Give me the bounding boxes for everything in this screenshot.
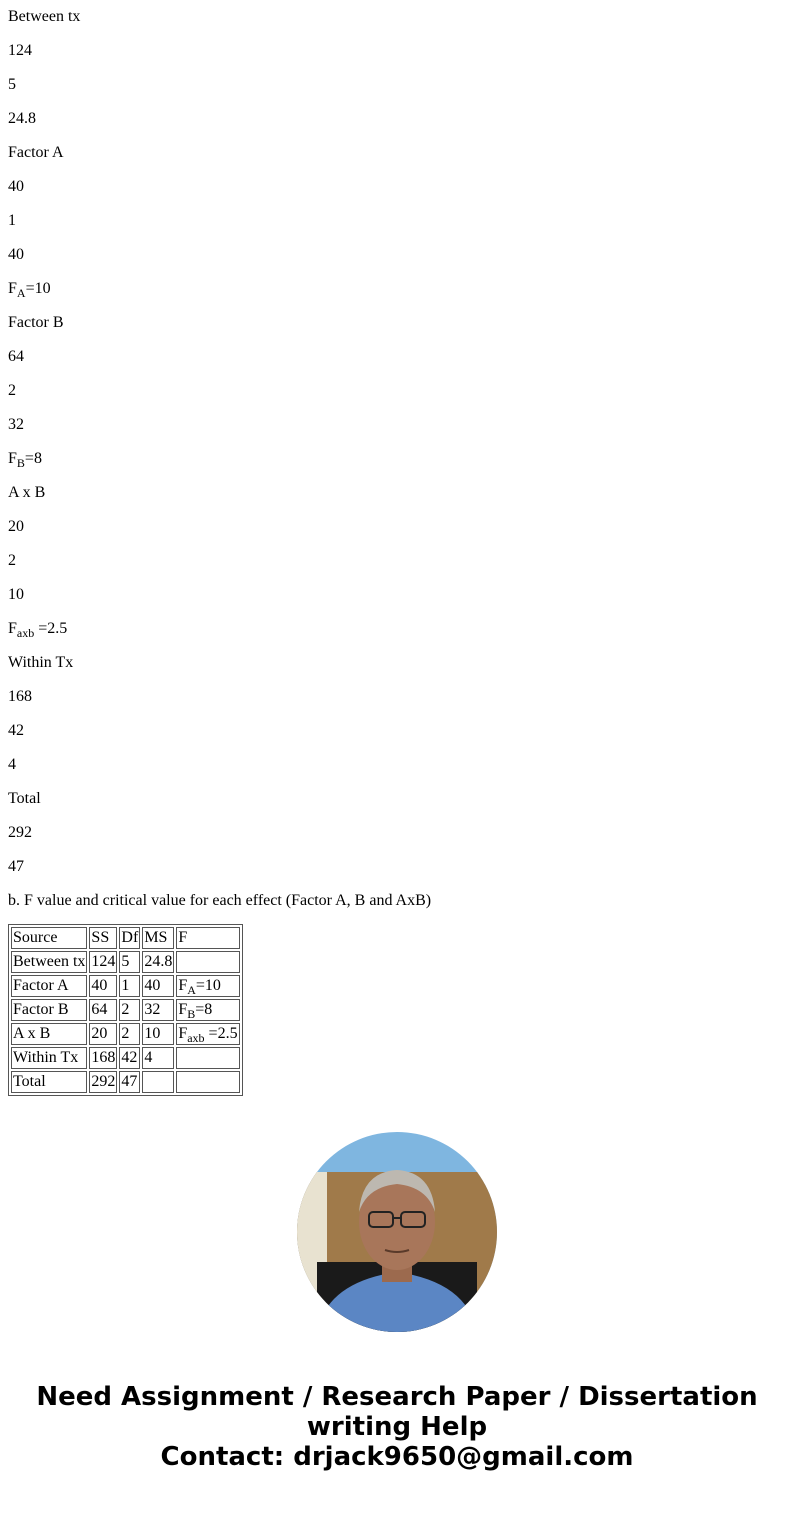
f-part: F (178, 1025, 188, 1042)
f-part: A (187, 983, 196, 998)
item-text: 5 (8, 76, 16, 93)
cell-f (176, 951, 239, 973)
item-text: Factor A (8, 144, 64, 161)
cell-source: Between tx (11, 951, 87, 973)
table-row (11, 1023, 240, 1045)
header-cell: F (176, 927, 239, 949)
banner-line: writing Help (306, 1412, 488, 1442)
cell-f (176, 1047, 239, 1069)
header-cell: Source (11, 927, 87, 949)
list-item (8, 416, 786, 434)
cell-ms: 4 (142, 1047, 174, 1069)
cell-ss: 20 (89, 1023, 117, 1045)
item-text: 42 (8, 722, 24, 739)
cell-source: A x B (11, 1023, 87, 1045)
table-row (11, 951, 240, 973)
item-text: Factor B (8, 314, 64, 331)
item-subscript: A (16, 286, 26, 301)
cell-ms (142, 1071, 174, 1093)
list-item (8, 212, 786, 230)
table-row (11, 999, 240, 1021)
list-item (8, 518, 786, 536)
list-item (8, 688, 786, 706)
banner-line: Need Assignment / Research Paper / Dissertation (36, 1382, 758, 1412)
item-value: =8 (24, 450, 42, 467)
f-part: F (178, 1001, 188, 1018)
header-cell: MS (142, 927, 174, 949)
cell-f (176, 975, 239, 997)
item-text: 292 (8, 824, 32, 841)
item-text: 47 (8, 858, 24, 875)
item-subscript: axb (16, 626, 35, 641)
table-row (11, 1047, 240, 1069)
item-text: 1 (8, 212, 16, 229)
item-text: F (8, 450, 17, 467)
item-text: F (8, 620, 17, 637)
item-text: Total (8, 790, 41, 807)
list-item (8, 8, 786, 26)
item-text: A x B (8, 484, 46, 501)
header-cell: SS (89, 927, 117, 949)
item-text: Within Tx (8, 654, 74, 671)
cell-ss: 64 (89, 999, 117, 1021)
cell-df: 5 (119, 951, 140, 973)
anova-table (8, 924, 243, 1096)
item-text: 124 (8, 42, 32, 59)
item-text: 4 (8, 756, 16, 773)
anova-list (8, 8, 786, 876)
cell-ms: 40 (142, 975, 174, 997)
item-text: 32 (8, 416, 24, 433)
list-item (8, 42, 786, 60)
list-item (8, 178, 786, 196)
header-cell: Df (119, 927, 140, 949)
list-item (8, 858, 786, 876)
item-value: =2.5 (34, 620, 68, 637)
table-row (11, 1071, 240, 1093)
list-item (8, 314, 786, 332)
question-text: b. F value and critical value for each effect (Factor A, B and AxB) (8, 892, 432, 909)
item-text: 168 (8, 688, 32, 705)
list-item (8, 552, 786, 570)
list-item (8, 620, 786, 641)
cell-df: 2 (119, 999, 140, 1021)
list-item (8, 756, 786, 774)
cell-ss: 292 (89, 1071, 117, 1093)
list-item (8, 382, 786, 400)
f-part: axb (187, 1031, 205, 1046)
item-text: Between tx (8, 8, 81, 25)
item-text: 64 (8, 348, 24, 365)
item-text: 20 (8, 518, 24, 535)
item-text: 2 (8, 552, 16, 569)
cell-source: Factor A (11, 975, 87, 997)
list-item (8, 348, 786, 366)
cell-ss: 40 (89, 975, 117, 997)
item-text: 2 (8, 382, 16, 399)
cell-f (176, 1023, 239, 1045)
cell-df: 2 (119, 1023, 140, 1045)
list-item (8, 246, 786, 264)
item-text: F (8, 280, 17, 297)
list-item (8, 654, 786, 672)
f-part: =8 (195, 1001, 213, 1018)
item-subscript: B (16, 456, 25, 471)
cell-source: Factor B (11, 999, 87, 1021)
cell-ms: 32 (142, 999, 174, 1021)
list-item (8, 824, 786, 842)
f-part: F (178, 977, 188, 994)
list-item (8, 110, 786, 128)
f-part: =10 (195, 977, 221, 994)
list-item (8, 76, 786, 94)
list-item (8, 790, 786, 808)
f-part: =2.5 (204, 1025, 238, 1042)
f-part: B (187, 1007, 196, 1022)
cell-f (176, 999, 239, 1021)
author-photo (297, 1132, 497, 1332)
cell-df: 47 (119, 1071, 140, 1093)
list-item (8, 280, 786, 301)
list-item (8, 450, 786, 471)
contact-banner (8, 1382, 786, 1472)
item-value: =10 (25, 280, 51, 297)
list-item (8, 722, 786, 740)
banner-contact: Contact: drjack9650@gmail.com (160, 1442, 634, 1472)
cell-source: Within Tx (11, 1047, 87, 1069)
cell-f (176, 1071, 239, 1093)
item-text: 10 (8, 586, 24, 603)
list-item (8, 484, 786, 502)
item-text: 40 (8, 178, 24, 195)
table-row (11, 975, 240, 997)
cell-ss: 124 (89, 951, 117, 973)
list-item (8, 586, 786, 604)
table-header-row (11, 927, 240, 949)
cell-source: Total (11, 1071, 87, 1093)
cell-ms: 10 (142, 1023, 174, 1045)
cell-df: 1 (119, 975, 140, 997)
item-text: 40 (8, 246, 24, 263)
item-text: 24.8 (8, 110, 36, 127)
list-item (8, 144, 786, 162)
cell-df: 42 (119, 1047, 140, 1069)
cell-ms: 24.8 (142, 951, 174, 973)
cell-ss: 168 (89, 1047, 117, 1069)
